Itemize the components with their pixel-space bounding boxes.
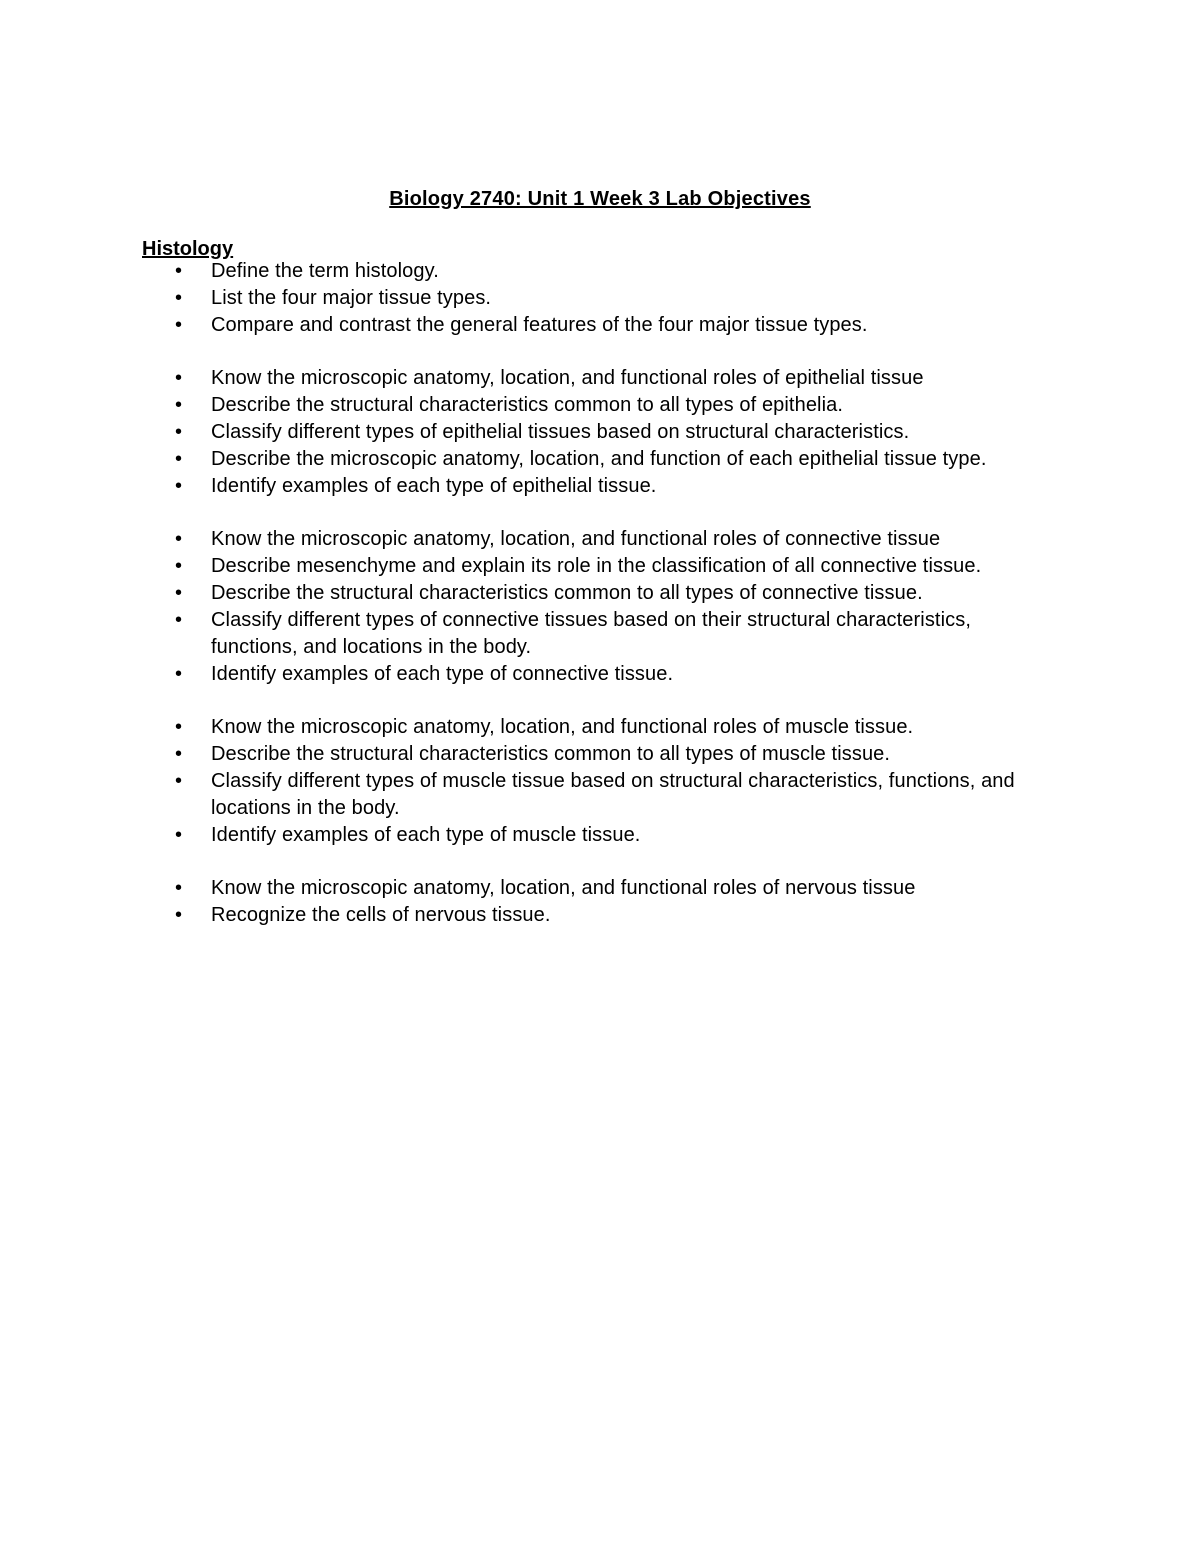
- objective-group: [142, 875, 1062, 929]
- bullet-icon: •: [175, 314, 183, 336]
- bullet-icon: •: [175, 287, 183, 309]
- objective-item: [142, 392, 1062, 419]
- bullet-icon: •: [175, 421, 183, 443]
- objective-text: List the four major tissue types.: [211, 287, 492, 309]
- objectives-list: [142, 258, 1062, 955]
- bullet-icon: •: [175, 877, 183, 899]
- objective-item: [142, 285, 1062, 312]
- bullet-icon: •: [175, 904, 183, 926]
- bullet-icon: •: [175, 475, 183, 497]
- objective-text: Describe the structural characteristics common to all types of epithelia.: [211, 394, 844, 416]
- objective-item: [142, 258, 1062, 285]
- objective-text: Recognize the cells of nervous tissue.: [211, 904, 551, 926]
- objective-text: Identify examples of each type of connective tissue.: [211, 663, 674, 685]
- objective-text: Classify different types of connective tissues based on their structural characteristics, functions, and locations in the body.: [211, 609, 971, 658]
- objective-item: [142, 580, 1062, 607]
- objective-group: [142, 365, 1062, 500]
- bullet-icon: •: [175, 824, 183, 846]
- objective-text: Know the microscopic anatomy, location, and functional roles of nervous tissue: [211, 877, 916, 899]
- objective-item: [142, 714, 1062, 741]
- objective-item: [142, 768, 1062, 822]
- objective-text: Describe the structural characteristics common to all types of muscle tissue.: [211, 743, 891, 765]
- objective-text: Classify different types of muscle tissue based on structural characteristics, functions, and locations in the body.: [211, 770, 1015, 819]
- objective-text: Identify examples of each type of epithelial tissue.: [211, 475, 657, 497]
- bullet-icon: •: [175, 528, 183, 550]
- objective-item: [142, 875, 1062, 902]
- objective-item: [142, 553, 1062, 580]
- section-heading-histology: Histology: [142, 238, 234, 260]
- objective-item: [142, 902, 1062, 929]
- objective-text: Describe the microscopic anatomy, location, and function of each epithelial tissue type.: [211, 448, 987, 470]
- bullet-icon: •: [175, 770, 183, 792]
- objective-text: Describe the structural characteristics common to all types of connective tissue.: [211, 582, 923, 604]
- objective-item: [142, 741, 1062, 768]
- bullet-icon: •: [175, 716, 183, 738]
- objective-text: Compare and contrast the general features of the four major tissue types.: [211, 314, 868, 336]
- objective-item: [142, 661, 1062, 688]
- objective-group: [142, 526, 1062, 688]
- objective-item: [142, 365, 1062, 392]
- bullet-icon: •: [175, 555, 183, 577]
- objective-item: [142, 473, 1062, 500]
- bullet-icon: •: [175, 609, 183, 631]
- bullet-icon: •: [175, 582, 183, 604]
- objective-item: [142, 607, 1062, 661]
- objective-item: [142, 446, 1062, 473]
- objective-item: [142, 822, 1062, 849]
- bullet-icon: •: [175, 367, 183, 389]
- objective-group: [142, 258, 1062, 339]
- bullet-icon: •: [175, 448, 183, 470]
- bullet-icon: •: [175, 260, 183, 282]
- objective-text: Know the microscopic anatomy, location, and functional roles of epithelial tissue: [211, 367, 924, 389]
- document-title: Biology 2740: Unit 1 Week 3 Lab Objectives: [389, 188, 811, 210]
- objective-text: Describe mesenchyme and explain its role in the classification of all connective tissue.: [211, 555, 982, 577]
- objective-item: [142, 526, 1062, 553]
- bullet-icon: •: [175, 663, 183, 685]
- objective-item: [142, 312, 1062, 339]
- objective-item: [142, 419, 1062, 446]
- objective-group: [142, 714, 1062, 849]
- objective-text: Classify different types of epithelial tissues based on structural characteristics.: [211, 421, 910, 443]
- bullet-icon: •: [175, 394, 183, 416]
- objective-text: Know the microscopic anatomy, location, and functional roles of muscle tissue.: [211, 716, 914, 738]
- objective-text: Identify examples of each type of muscle tissue.: [211, 824, 641, 846]
- bullet-icon: •: [175, 743, 183, 765]
- objective-text: Know the microscopic anatomy, location, and functional roles of connective tissue: [211, 528, 941, 550]
- objective-text: Define the term histology.: [211, 260, 439, 282]
